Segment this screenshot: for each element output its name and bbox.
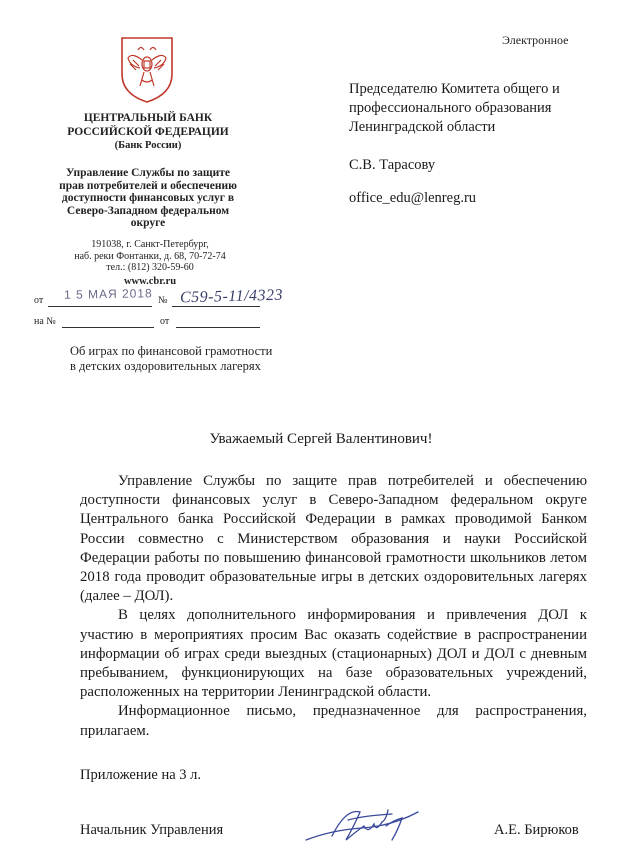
department-name bbox=[58, 167, 238, 230]
bank-short-name: (Банк России) bbox=[114, 140, 182, 151]
subject-line1: Об играх по финансовой грамотности bbox=[70, 344, 273, 358]
bank-name bbox=[60, 111, 236, 153]
signatory-position: Начальник Управления bbox=[80, 822, 224, 838]
bank-website: www.cbr.ru bbox=[123, 276, 177, 287]
department-line4: Северо-Западном федеральном bbox=[66, 204, 230, 217]
bank-name-line1: ЦЕНТРАЛЬНЫЙ БАНК bbox=[83, 112, 213, 124]
address-line2: наб. реки Фонтанки, д. 68, 70-72-74 bbox=[74, 250, 226, 262]
recipient-name: С.В. Тарасову bbox=[349, 157, 436, 173]
attachment-note: Приложение на 3 л. bbox=[80, 767, 202, 783]
department-line2: прав потребителей и обеспечению bbox=[59, 179, 237, 192]
registration-number: С59-5-11/4323 bbox=[179, 286, 284, 307]
reference-date-label: от bbox=[160, 316, 170, 327]
number-label: № bbox=[158, 295, 168, 306]
body-paragraph-2: В целях дополнительного информирования и привлечения ДОЛ к участию в мероприятиях просим Вас оказать содействие в распространении информации об играх среди выездных (стационарных) ДОЛ и ДОЛ с дневным пребыванием, функционирующих на базе образовательных учреждений, расположенных на территории Ленинградской области. bbox=[80, 607, 587, 701]
subject-line2: в детских оздоровительных лагерях bbox=[70, 359, 261, 373]
body-paragraph-1: Управление Службы по защите прав потребителей и обеспечению доступности финансовых услуг в Северо-Западном федеральном округе Центрального банка Российской Федерации в рамках проводимой Банком России совместно с Министерством образования и науки Российской Федерации работы по повышению финансовой грамотности школьников летом 2018 года проводит образовательные игры в детских оздоровительных лагерях (далее – ДОЛ). bbox=[80, 473, 587, 605]
reference-number-underline bbox=[62, 327, 154, 328]
department-line1: Управление Службы по защите bbox=[66, 167, 230, 179]
signatory-name: А.Е. Бирюков bbox=[494, 822, 579, 838]
bank-address bbox=[62, 239, 238, 274]
date-from-label: от bbox=[34, 295, 44, 306]
address-line1: 191038, г. Санкт-Петербург, bbox=[91, 239, 209, 250]
salutation: Уважаемый Сергей Валентинович! bbox=[209, 431, 433, 447]
recipient-line2: профессионального образования bbox=[349, 100, 552, 116]
bank-name-line2: РОССИЙСКОЙ ФЕДЕРАЦИИ bbox=[67, 126, 229, 138]
handwritten-signature bbox=[302, 800, 432, 855]
letter-body bbox=[80, 472, 587, 741]
body-paragraph-3: Информационное письмо, предназначенное для распространения, прилагаем. bbox=[80, 703, 587, 739]
department-line3: доступности финансовых услуг в bbox=[61, 192, 235, 204]
recipient-line3: Ленинградской области bbox=[349, 119, 496, 135]
reference-number-label: на № bbox=[34, 316, 56, 327]
department-line5: округе bbox=[130, 217, 166, 229]
recipient-email: office_edu@lenreg.ru bbox=[349, 190, 477, 206]
recipient-block bbox=[349, 80, 560, 208]
recipient-line1: Председателю Комитета общего и bbox=[349, 81, 560, 97]
coat-of-arms-icon bbox=[116, 34, 178, 104]
registration-date-stamp: 1 5 МАЯ 2018 bbox=[63, 286, 153, 302]
letter-subject bbox=[70, 344, 272, 374]
document-status-label: Электронное bbox=[502, 33, 569, 47]
date-underline bbox=[48, 306, 152, 307]
address-phone: тел.: (812) 320-59-60 bbox=[106, 262, 194, 273]
reference-date-underline bbox=[176, 327, 260, 328]
